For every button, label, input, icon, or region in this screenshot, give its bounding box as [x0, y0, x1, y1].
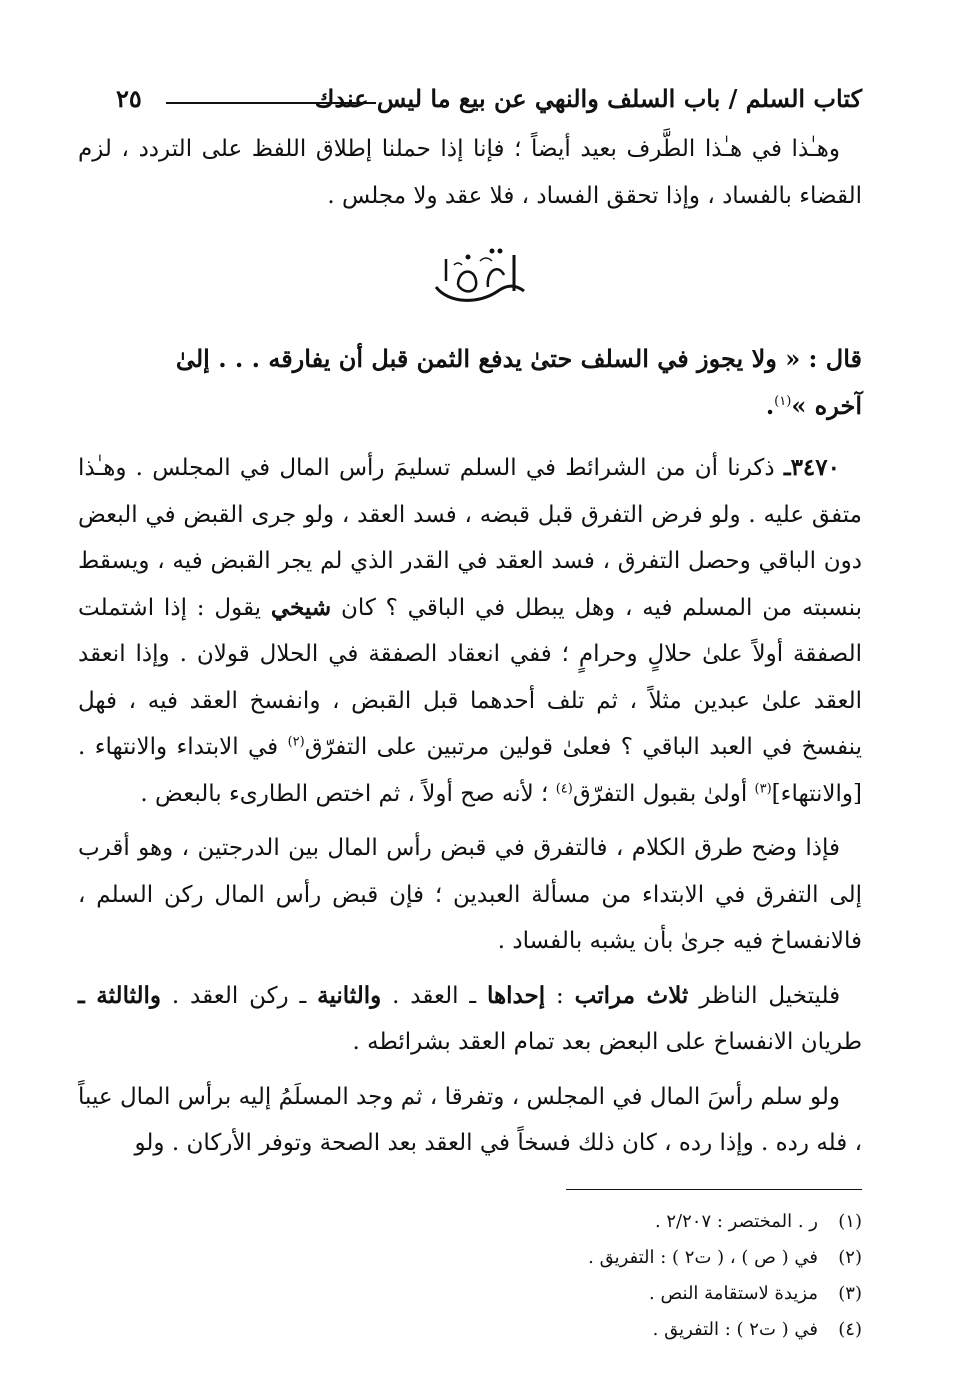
footnote-2: (٢) في ( ص ) ، ( ت٢ ) : التفريق . [588, 1246, 862, 1268]
footnote-ref-4[interactable]: (٤) [555, 780, 573, 796]
intro-paragraph: وهـٰذا في هـٰذا الطَّرف بعيد أيضاً ؛ فإنا إذا حملنا إطلاق اللفظ على التردد ، لزم القضاء بالفساد ، وإذا تحقق الفساد ، فلا عقد ولا مجلس . [78, 136, 862, 209]
footnote-ref-1[interactable]: (١) [774, 394, 792, 409]
shaykh-term: شيخي [270, 593, 332, 621]
footnote-ref-3[interactable]: (٣) [754, 780, 772, 796]
paragraph-three-levels: فليتخيل الناظر ثلاث مراتب : إحداها ـ العقد . والثانية ـ ركن العقد . والثالثة ـ طريان الانفساخ على البعض بعد تمام العقد بشرائطه . [78, 981, 862, 1055]
footnote-1: (١) ر . المختصر : ٢/٢٠٧ . [654, 1210, 862, 1232]
footnote-4: (٤) في ( ت٢ ) : التفريق . [652, 1318, 862, 1340]
paragraph-clarification: فإذا وضح طرق الكلام ، فالتفرق في قبض رأس المال بين الدرجتين ، وهو أقرب إلى التفرق في الابتداء من مسألة العبدين ؛ فإن قبض رأس المال ركن السلم ، فالانفساخ فيه جرىٰ بأن يشبه بالفساد . [78, 835, 862, 954]
book-page [78, 80, 862, 1348]
footnote-rule [566, 1189, 862, 1190]
footnote-3: (٣) مزيدة لاستقامة النص . [649, 1282, 862, 1304]
running-header [78, 80, 862, 126]
fasl-calligraphy-icon [428, 241, 538, 311]
paragraph-number: ٣٤٧٠ـ [783, 454, 840, 481]
header-rule [166, 102, 376, 104]
section-heading-text [78, 241, 79, 242]
footnotes [78, 1204, 862, 1348]
quote-end: آخره »$^{(١)}$. [765, 391, 862, 420]
chapter-title: كتاب السلم / باب السلف والنهي عن بيع ما ليس عندك [314, 84, 862, 113]
paragraph-3470: ٣٤٧٠ـ ذكرنا أن من الشرائط في السلم تسليمَ رأس المال في المجلس . وهـٰذا متفق عليه . ولو فرض التفرق قبل قبضه ، فسد العقد ، ولو جرى القبض في البعض دون الباقي وحصل التفرق ، فسد العقد في القدر الذي لم يجر القبض فيه ، ويسقط بنسبته من المسلم فيه ، وهل يبطل في الباقي ؟ كان شيخي يقول : إذا اشتملت الصفقة أولاً علىٰ حلالٍ وحرامٍ ؛ ففي انعقاد الصفقة في الحلال قولان . وإذا انعقد العقد علىٰ عبدين مثلاً ، ثم تلف أحدهما قبل القبض ، وانفسخ العقد فيه ، فهل ينفسخ في العبد الباقي ؟ فعلىٰ قولين مرتبين على التفرّق$^{(٢)}$ في الابتداء والانتهاء . [والانتهاء]$^{(٣)}$ أولىٰ بقبول التفرّق$^{(٤)}$ ؛ لأنه صح أولاً ، ثم اختص الطارىء بالبعض . [78, 454, 863, 807]
page-number: ٢٥ [116, 84, 142, 113]
section-heading-ornament [78, 241, 862, 327]
footnote-ref-2[interactable]: (٢) [287, 734, 305, 750]
paragraph-defect: ولو سلم رأسَ المال في المجلس ، وتفرقا ، ثم وجد المسلَمُ إليه برأس المال عيباً ، فله رده . وإذا رده ، كان ذلك فسخاً في العقد بعد الصحة وتوفر الأركان . ولو [78, 1083, 862, 1156]
quoted-statement: قال : « ولا يجوز في السلف حتىٰ يدفع الثمن قبل أن يفارقه . . . إلىٰ آخره »$^{(١)}$. [78, 335, 862, 429]
